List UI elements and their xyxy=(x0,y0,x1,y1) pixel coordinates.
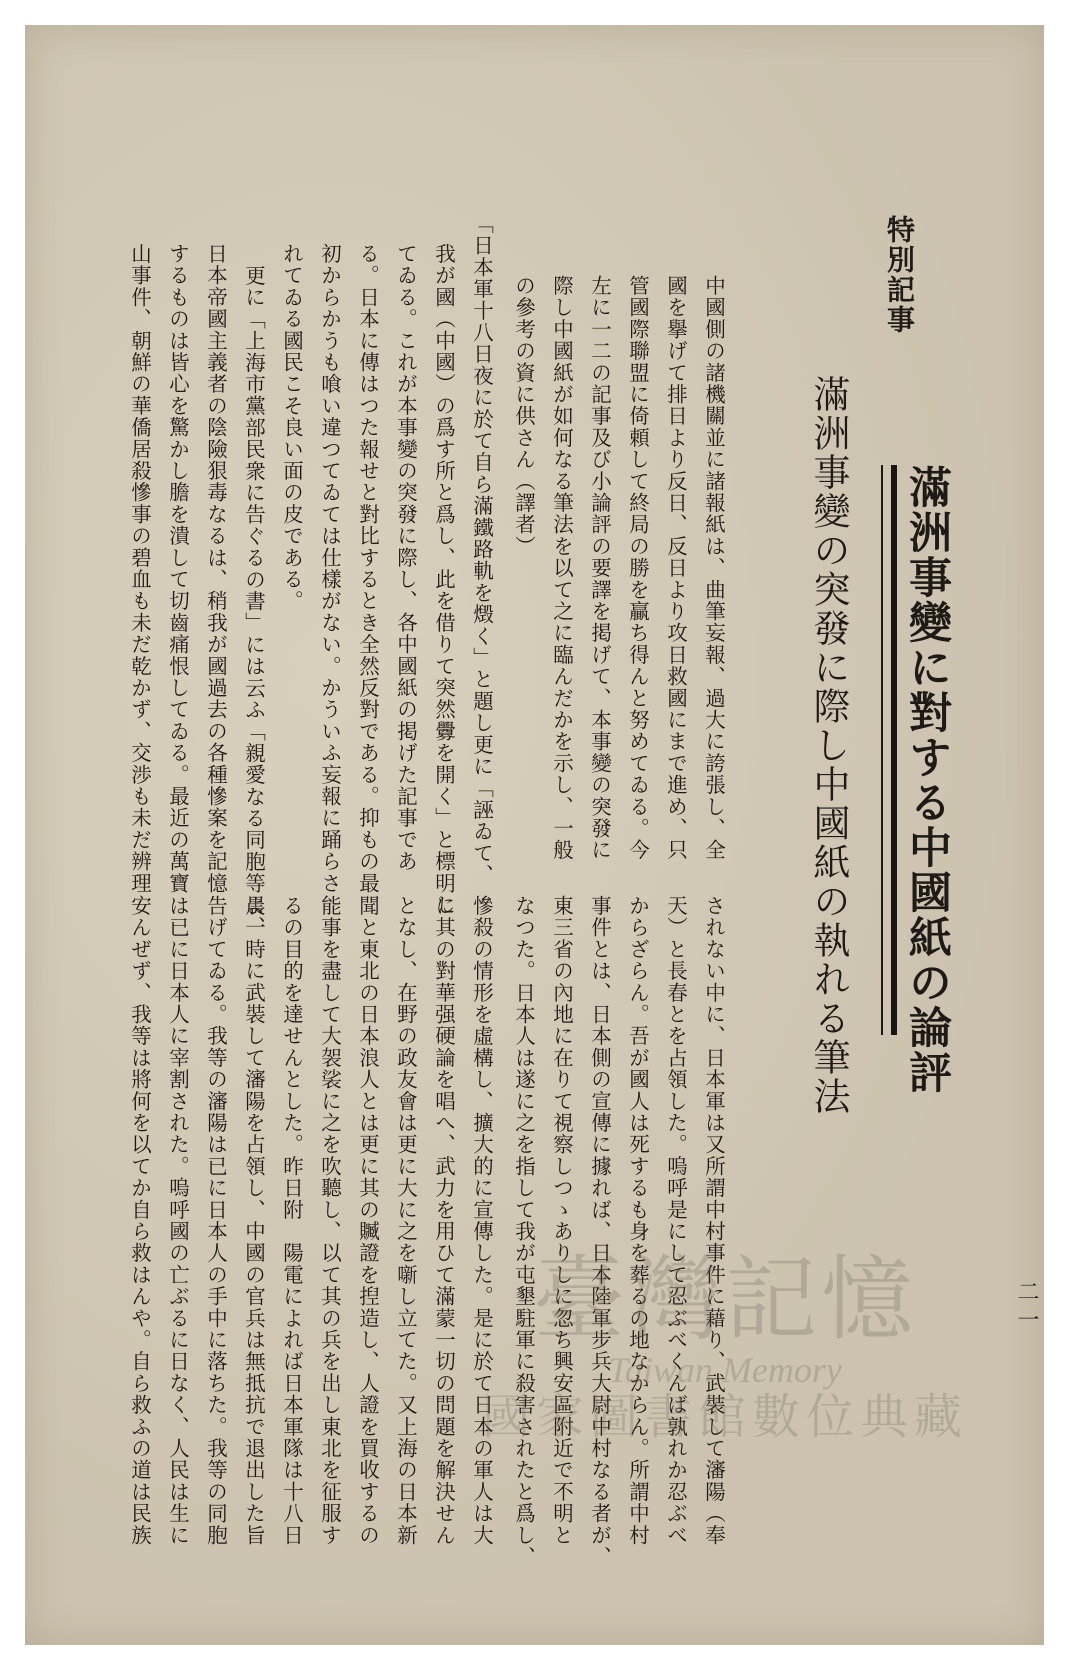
lower-column-1: されない中に、日本軍は又所謂中村事件に藉り、武裝して瀋陽（奉 xyxy=(701,895,726,1546)
upper-column-9: てゐる。これが本事變の突發に際し、各中國紙の掲げた記事であ xyxy=(393,243,418,873)
upper-column-11: 初からかうも喰い違つてゐては仕樣がない。かういふ妄報に踊らさ xyxy=(317,243,342,894)
lower-column-6: なつた。日本人は遂に之を指して我が屯墾駐軍に殺害されたと爲し、 xyxy=(511,895,536,1568)
document-page xyxy=(25,25,1044,1645)
title-rule-thick xyxy=(891,465,897,1035)
lower-column-16: 安んぜず、我等は將何を以てか自ら救はんや。自ら救ふの道は民族 xyxy=(127,895,152,1546)
upper-column-4: 左に一二の記事及び小論評の要譯を掲げて、本事變の突發に xyxy=(587,275,612,861)
lower-column-9: となし、在野の政友會は更に大に之を噺し立てた。又上海の日本新 xyxy=(393,895,418,1546)
watermark-logo-text: 臺灣記憶 xyxy=(532,1246,917,1353)
lower-column-7: 慘殺の情形を虛構し、擴大的に宣傳した。是に於て日本の軍人は大 xyxy=(469,895,494,1546)
lower-column-15: は已に日本人に宰割された。嗚呼國の亡ぶるに日なく、人民は生に xyxy=(165,895,190,1546)
lower-column-8: に其の對華强硬論を唱へ、武力を用ひて滿蒙一切の問題を解決せん xyxy=(431,895,456,1546)
lower-column-4: 事件とは、日本側の宣傳に據れば、日本陸軍步兵大尉中村なる者が、 xyxy=(587,895,612,1568)
lower-column-12: るの目的を達せんとした。昨日附 陽電によれば日本軍隊は十八日 xyxy=(279,895,304,1546)
upper-column-16: 山事件、朝鮮の華僑居殺慘事の碧血も未だ乾かず、交渉も未だ辨理 xyxy=(127,243,152,894)
watermark-institution: 國家圖書館數位典藏 xyxy=(481,1389,968,1445)
subtitle: 滿洲事變の突發に際し中國紙の執れる筆法 xyxy=(807,375,850,1116)
upper-column-3: 管國際聯盟に倚頼して終局の勝を贏ち得んと努めてゐる。今 xyxy=(625,275,650,861)
lower-column-13: 晨一時に武裝して瀋陽を占領し、中國の官兵は無抵抗で退出した旨 xyxy=(241,895,266,1546)
upper-column-6: の參考の資に供さん（譯者） xyxy=(511,275,536,558)
title-rule-thin xyxy=(881,465,883,1035)
main-title: 滿洲事變に對する中國紙の論評 xyxy=(902,465,952,1095)
upper-column-15: するものは皆心を驚かし膽を潰して切齒痛恨してゐる。最近の萬寶 xyxy=(165,243,190,894)
watermark-english: Taiwan Memory xyxy=(608,1350,842,1390)
lower-column-11: 能事を盡して大袈裟に之を吹聽し、以て其の兵を出し東北を征服す xyxy=(317,895,342,1547)
page-number: 二一 xyxy=(1014,1280,1039,1336)
lower-column-2: 天）と長春とを占領した。嗚呼是にして忍ぶべくんば孰れか忍ぶべ xyxy=(663,895,688,1546)
lower-column-14: 告げてゐる。我等の瀋陽は已に日本人の手中に落ちた。我等の同胞 xyxy=(203,895,228,1546)
upper-column-5: 際し中國紙が如何なる筆法を以て之に臨んだかを示し、一般 xyxy=(549,275,574,861)
upper-column-14: 日本帝國主義者の陰險狠毒なるは、稍我が國過去の各種慘案を記憶 xyxy=(203,243,228,894)
lower-column-3: からざらん。吾が國人は死するも身を葬るの地なからん。所謂中村 xyxy=(625,895,650,1546)
upper-column-2: 國を擧げて排日より反日、反日より攻日救國にまで進め、只 xyxy=(663,275,688,861)
upper-column-1: 中國側の諸機關並に諸報紙は、曲筆妄報、過大に誇張し、全 xyxy=(701,275,726,861)
lower-column-10: 聞と東北の日本浪人とは更に其の贓證を揑造し、人證を買收するの xyxy=(355,895,380,1546)
upper-column-13: 更に「上海市黨部民衆に告ぐるの書」には云ふ「親愛なる同胞等よ、 xyxy=(241,265,266,938)
upper-column-8: 我が國（中國）の爲す所と爲し、此を借りて突然釁を開く」と標明し xyxy=(431,243,456,916)
section-label: 特別記事 xyxy=(883,215,916,335)
lower-column-5: 東三省の內地に在りて視察しつゝありしに忽ち興安區附近で不明と xyxy=(549,895,574,1546)
upper-column-12: れてゐる國民こそ良い面の皮である。 xyxy=(279,243,304,612)
upper-column-10: る。日本に傳はつた報せと對比するとき全然反對である。抑もの最 xyxy=(355,243,380,894)
upper-column-7: 「日本軍十八日夜に於て自ら滿鐵路軌を燬く」と題し更に「誣ゐて、 xyxy=(469,213,494,886)
